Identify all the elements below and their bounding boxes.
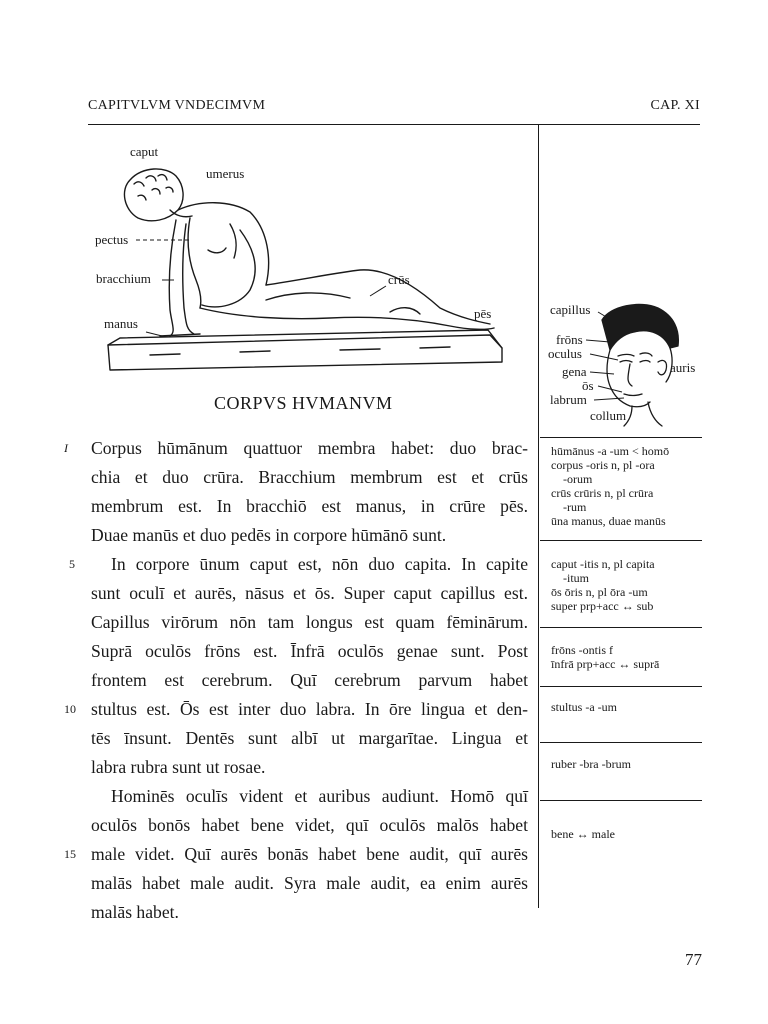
margin-note: frōns -ontis f īnfrā prp+acc ↔ suprā: [551, 643, 660, 671]
label-frons: frōns: [556, 332, 583, 347]
label-bracchium: bracchium: [96, 271, 151, 286]
margin-rule: [540, 437, 702, 438]
margin-rule: [540, 800, 702, 801]
line-number-5: 5: [69, 557, 75, 571]
text-line: male videt. Quī aurēs bonās habet bene audit, quī aurēs: [91, 844, 528, 864]
section-title: CORPVS HVMANVM: [214, 393, 393, 413]
header-left: CAPITVLVM VNDECIMVM: [88, 98, 266, 113]
text-line: Capillus virōrum nōn tam longus est quam fēminārum.: [91, 612, 528, 632]
text-line: stultus est. Ōs est inter duo labra. In ōre lingua et den-: [91, 699, 528, 719]
main-text: [91, 434, 528, 927]
header-right: CAP. XI: [650, 98, 700, 113]
text-line: frontem est cerebrum. Quī cerebrum parvum habet: [91, 670, 528, 690]
label-pectus: pectus: [95, 232, 129, 247]
text-line: Hominēs oculīs vident et auribus audiunt. Homō quī: [111, 786, 528, 806]
label-os: ōs: [582, 378, 594, 393]
text-line: sunt oculī et aurēs, nāsus et ōs. Super caput capillus est.: [91, 583, 528, 603]
margin-rule: [540, 686, 702, 687]
label-pes: pēs: [474, 306, 492, 321]
text-line: labra rubra sunt ut rosae.: [91, 757, 266, 777]
page-number: 77: [685, 950, 702, 969]
margin-note: hūmānus -a -um < homō corpus -oris n, pl -ora -orum crūs crūris n, pl crūra -rum ūna manus, duae manūs: [551, 444, 670, 528]
text-line: tēs īnsunt. Dentēs sunt albī ut margarītae. Lingua et: [91, 728, 528, 748]
label-gena: gena: [562, 364, 587, 379]
label-auris: auris: [670, 360, 696, 375]
line-number-10: 10: [64, 702, 76, 716]
label-caput: caput: [130, 144, 159, 159]
text-line: Duae manūs et duo pedēs in corpore hūmānō sunt.: [91, 525, 447, 545]
label-collum: collum: [590, 408, 627, 423]
label-crus: crūs: [388, 272, 410, 287]
label-manus: manus: [104, 316, 138, 331]
label-umerus: umerus: [206, 166, 245, 181]
text-line: malās habet.: [91, 902, 179, 922]
text-line: Corpus hūmānum quattuor membra habet: duo brac-: [91, 438, 528, 458]
margin-rule: [540, 540, 702, 541]
margin-rule: [540, 742, 702, 743]
header-rule: [88, 124, 700, 125]
head-illustration: [540, 290, 710, 430]
statue-illustration: [90, 140, 520, 380]
line-number-1: I: [64, 441, 68, 455]
text-line: In corpore ūnum caput est, nōn duo capita. In capite: [111, 554, 528, 574]
label-capillus: capillus: [550, 302, 591, 317]
margin-note: caput -itis n, pl capita -itum ōs ōris n, pl ōra -um super prp+acc ↔ sub: [551, 557, 655, 613]
text-line: chia et duo crūra. Bracchium membrum est et crūs: [91, 467, 528, 487]
margin-note: ruber -bra -brum: [551, 757, 631, 771]
text-line: malās habet male audit. Syra male audit, ea enim aurēs: [91, 873, 528, 893]
line-number-15: 15: [64, 847, 76, 861]
margin-vertical-rule: [538, 125, 539, 908]
label-labrum: labrum: [550, 392, 587, 407]
margin-rule: [540, 627, 702, 628]
margin-note: stultus -a -um: [551, 700, 617, 714]
label-oculus: oculus: [548, 346, 582, 361]
text-line: membrum est. In bracchiō est manus, in crūre pēs.: [91, 496, 528, 516]
text-line: oculōs bonōs habet bene videt, quī oculōs malōs habet: [91, 815, 528, 835]
margin-note: bene ↔ male: [551, 827, 615, 841]
text-line: Suprā oculōs frōns est. Īnfrā oculōs genae sunt. Post: [91, 641, 528, 661]
